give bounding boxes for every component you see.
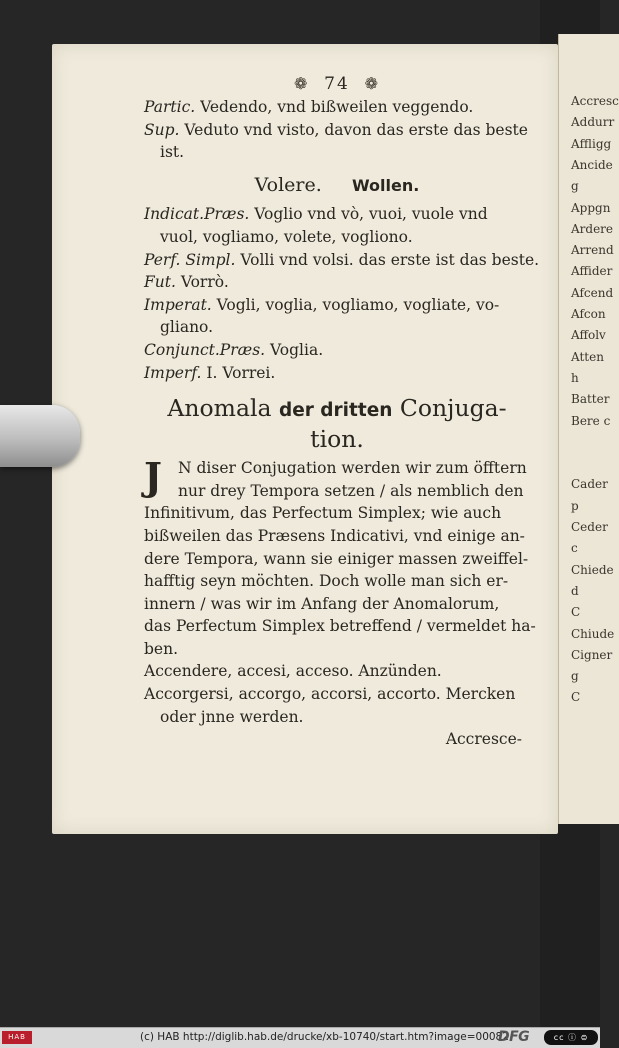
partic-sup-block bbox=[144, 96, 530, 164]
verb-form-line-text: Vogli, voglia, vogliamo, vogliate, vo- bbox=[211, 295, 500, 314]
paragraph-line: das Perfectum Simplex betreffend / vermeldet ha- bbox=[144, 617, 536, 636]
verb-form-line-label2: Præs. bbox=[204, 205, 250, 224]
next-page-edge-line: Arrend bbox=[571, 243, 614, 258]
text-line-text: Vedendo, vnd bißweilen veggendo. bbox=[195, 98, 474, 116]
paragraph-line: hafftig seyn möchten. Doch wolle man sich er- bbox=[144, 572, 509, 591]
catchword: Accresce- bbox=[445, 730, 522, 749]
footer-bar bbox=[0, 1027, 600, 1048]
text-line-label: Partic. bbox=[144, 98, 196, 116]
verb-form-line-text: I. Vorrei. bbox=[201, 363, 276, 382]
dfg-logo-icon: DFG bbox=[498, 1029, 530, 1045]
anomala-heading-part1: Anomala bbox=[167, 394, 279, 423]
anomala-heading-cont bbox=[144, 425, 530, 453]
next-page-edge-line: C bbox=[571, 605, 581, 620]
verb-form-line-text: Vorrò. bbox=[175, 273, 229, 292]
verb-entry-line bbox=[144, 706, 530, 729]
volere-forms-block bbox=[144, 203, 540, 384]
page-header bbox=[144, 72, 530, 96]
cc-license-icon[interactable]: cc ⓘ ⊜ bbox=[544, 1030, 598, 1045]
page-text bbox=[144, 72, 540, 751]
next-page-edge-line: g bbox=[571, 179, 579, 194]
next-page-edge-line: Chiede bbox=[571, 562, 614, 577]
copyright-url[interactable]: (c) HAB http://diglib.hab.de/drucke/xb-10740/start.htm?image=00082 bbox=[140, 1031, 509, 1043]
verb-form-line-text: vuol, vogliamo, volete, vogliono. bbox=[160, 227, 413, 246]
verb-form-line-label: Imperat. bbox=[144, 295, 212, 314]
verb-form-line-text: Voglio vnd vò, vuoi, vuole vnd bbox=[249, 205, 488, 224]
paragraph-line: N diser Conjugation werden wir zum öfftern bbox=[178, 459, 527, 478]
verb-form-line bbox=[144, 203, 530, 226]
verb-form-line bbox=[144, 226, 530, 249]
next-page-edge-line: Batter bbox=[571, 392, 610, 407]
next-page-edge-line: d bbox=[571, 583, 579, 598]
verb-entry-line-text: Accorgersi, accorgo, accorsi, accorto. Mercken bbox=[144, 685, 516, 704]
verb-form-line bbox=[144, 271, 530, 294]
next-page-edge-line: g bbox=[571, 669, 579, 684]
next-page-edge-line: Bere c bbox=[571, 413, 611, 428]
verb-form-line bbox=[144, 249, 540, 272]
ornament-left-icon: ❁ bbox=[293, 74, 310, 93]
verb-form-line-label: Indicat. bbox=[144, 205, 205, 224]
next-page-edge-line: Atten bbox=[571, 349, 604, 364]
next-page-edge-line: Afcon bbox=[571, 307, 606, 321]
intro-paragraph bbox=[144, 454, 536, 660]
verb-form-line-text: gliano. bbox=[160, 318, 214, 337]
verb-form-line-label: Imperf. bbox=[144, 363, 202, 382]
next-page-edge-line: Cader bbox=[571, 477, 608, 492]
verb-entry-line-text: oder jnne werden. bbox=[160, 707, 304, 726]
next-page-edge-line: Accresc bbox=[571, 94, 619, 108]
text-line bbox=[144, 119, 530, 142]
next-page-edge-line: Ceder bbox=[571, 520, 608, 534]
next-page-edge-line: Affligg bbox=[571, 136, 612, 151]
text-line-text: Veduto vnd visto, davon das erste das beste bbox=[179, 120, 528, 139]
next-page-edge-line: C bbox=[571, 690, 581, 705]
verb-form-line-label: Conjunct. bbox=[144, 340, 220, 359]
next-page-edge-line: p bbox=[571, 498, 579, 513]
next-page-edge-line: Chiude bbox=[571, 626, 615, 641]
volere-latin: Volere. bbox=[254, 173, 322, 196]
verb-form-line-text: Volli vnd volsi. das erste ist das beste. bbox=[235, 250, 540, 269]
verb-form-line bbox=[144, 362, 530, 385]
next-page-edge-line: c bbox=[571, 541, 578, 556]
viewer-side-tab[interactable] bbox=[0, 405, 80, 467]
text-line-text: ist. bbox=[160, 143, 185, 162]
volere-german: Wollen. bbox=[351, 175, 420, 195]
paragraph-line: ben. bbox=[144, 639, 179, 658]
verb-form-line bbox=[144, 339, 530, 362]
next-page-edge-line: Affolv bbox=[571, 328, 606, 343]
next-page-edge-line: Appgn bbox=[571, 200, 611, 215]
verb-entry-line bbox=[144, 660, 530, 683]
paragraph-line: bißweilen das Præsens Indicativi, vnd einige an- bbox=[144, 526, 525, 545]
verb-entry-line-text: Accendere, accesi, acceso. Anzünden. bbox=[144, 662, 442, 681]
verb-form-line bbox=[144, 294, 530, 317]
verb-form-line bbox=[144, 316, 530, 339]
verb-form-line-label: Fut. bbox=[144, 273, 176, 292]
anomala-heading bbox=[144, 394, 530, 425]
ornament-right-icon: ❁ bbox=[364, 74, 381, 93]
next-page-edge-line: Addurr bbox=[571, 115, 615, 130]
paragraph-line: Infinitivum, das Perfectum Simplex; wie auch bbox=[144, 504, 502, 523]
anomala-heading-part4: tion. bbox=[310, 425, 364, 454]
text-line bbox=[144, 141, 530, 164]
verb-form-line-label2: Præs. bbox=[219, 340, 266, 359]
hab-logo-icon[interactable]: HAB bbox=[2, 1031, 32, 1044]
next-page-edge-line: Ardere bbox=[571, 221, 614, 236]
next-page-edge bbox=[558, 34, 619, 824]
anomala-heading-part3: Conjuga- bbox=[392, 394, 507, 423]
next-page-edge-line: Cigner bbox=[571, 647, 613, 662]
anomala-heading-part2: der dritten bbox=[278, 400, 393, 422]
book-page bbox=[52, 44, 558, 834]
drop-cap: J bbox=[144, 454, 162, 500]
text-line bbox=[144, 96, 530, 119]
verb-form-line-text: Voglia. bbox=[265, 340, 324, 359]
next-page-edge-line: Afcend bbox=[571, 285, 614, 300]
verb-form-line-label: Perf. Simpl. bbox=[144, 250, 236, 269]
next-page-edge-line: Ancide bbox=[571, 157, 613, 172]
paragraph-line: nur drey Tempora setzen / als nemblich den bbox=[178, 481, 524, 500]
paragraph-line: innern / was wir im Anfang der Anomalorum, bbox=[144, 594, 500, 613]
paragraph-line: dere Tempora, wann sie einiger massen zweiffel- bbox=[144, 549, 529, 568]
page-number: 74 bbox=[324, 74, 350, 94]
volere-heading bbox=[144, 174, 530, 198]
next-page-edge-line: Affider bbox=[571, 264, 613, 279]
verb-entry-line bbox=[144, 683, 530, 706]
text-line-label: Sup. bbox=[144, 120, 180, 139]
verb-entries-block bbox=[144, 660, 530, 728]
next-page-edge-line: h bbox=[571, 370, 579, 385]
